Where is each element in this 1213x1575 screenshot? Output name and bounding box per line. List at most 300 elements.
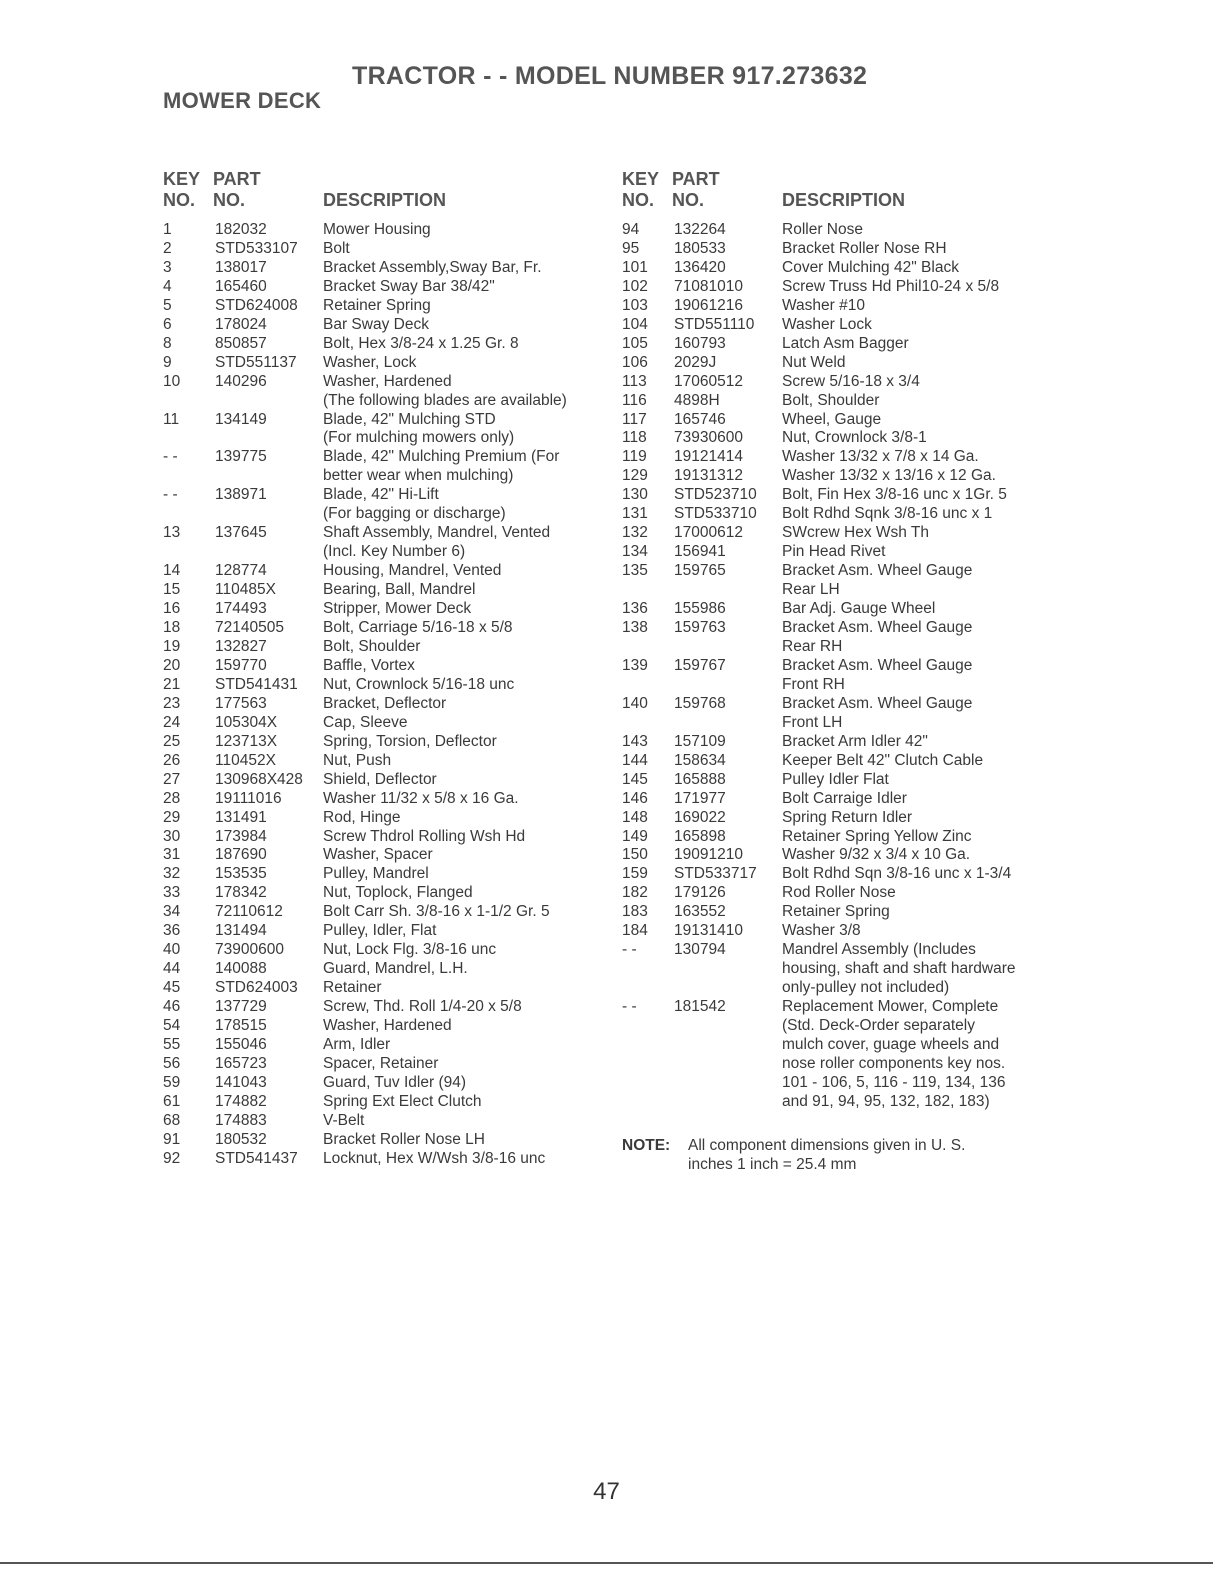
description-line: Rod Roller Nose (782, 884, 896, 902)
part-number: 169022 (674, 808, 726, 826)
key-number: 94 (622, 221, 640, 238)
description-line: Nut, Crownlock 3/8-1 (782, 429, 927, 447)
description-line: Washer 9/32 x 3/4 x 10 Ga. (782, 846, 971, 864)
part-row (622, 619, 1062, 657)
key-number: 139 (622, 656, 648, 674)
key-number: 159 (622, 865, 648, 883)
key-number: 184 (622, 922, 648, 940)
part-row (163, 998, 613, 1017)
description-line: (Incl. Key Number 6) (323, 543, 466, 561)
key-number: 28 (163, 789, 181, 807)
part-number: 182032 (215, 221, 267, 238)
part-row (163, 657, 613, 676)
part-row (622, 771, 1062, 790)
part-row (163, 240, 613, 259)
part-number: 137729 (215, 998, 267, 1016)
part-number: 177563 (215, 694, 267, 712)
key-number: 145 (622, 770, 648, 788)
description-line: Arm, Idler (323, 1035, 391, 1053)
description-line: Pin Head Rivet (782, 543, 886, 561)
description-line: Front LH (782, 713, 843, 731)
part-number: 131491 (215, 808, 267, 826)
key-number: 101 (622, 258, 648, 276)
part-number: 178024 (215, 315, 267, 333)
part-row (163, 562, 613, 581)
part-row (622, 828, 1062, 847)
part-number: 174882 (215, 1092, 267, 1110)
part-number: 174883 (215, 1111, 267, 1129)
description-line: Screw Truss Hd Phil10-24 x 5/8 (782, 277, 1000, 295)
description-line: Guard, Mandrel, L.H. (323, 960, 468, 978)
part-number: 4898H (674, 391, 720, 409)
key-number: 32 (163, 865, 181, 883)
description-line: Spring, Torsion, Deflector (323, 732, 497, 750)
part-number: 139775 (215, 448, 267, 466)
part-header-top: PART (672, 169, 720, 189)
part-row (622, 524, 1062, 543)
part-number: 72140505 (215, 619, 284, 637)
part-number: 19111016 (215, 789, 282, 807)
part-row (163, 373, 613, 411)
part-number: 128774 (215, 562, 267, 580)
description-line: Bolt (323, 239, 350, 257)
part-number: 136420 (674, 258, 726, 276)
key-number: 31 (163, 846, 181, 864)
description-line: Baffle, Vortex (323, 656, 415, 674)
part-row (622, 335, 1062, 354)
part-number: 155046 (215, 1035, 267, 1053)
part-row (622, 941, 1062, 998)
key-number: 102 (622, 277, 648, 295)
part-row (622, 354, 1062, 373)
description-line: Spring Return Idler (782, 808, 913, 826)
part-number: 138017 (215, 258, 267, 276)
key-number: 138 (622, 619, 648, 637)
key-number: 182 (622, 884, 648, 902)
parts-column-right (622, 169, 1062, 1112)
part-number: 140088 (215, 960, 267, 978)
description-line: Retainer Spring (323, 296, 431, 314)
part-row (163, 846, 613, 865)
part-row (163, 714, 613, 733)
key-number: 5 (163, 296, 172, 314)
description-line: Bracket Sway Bar 38/42" (323, 277, 495, 295)
page-number: 47 (593, 1478, 620, 1505)
part-number: 73930600 (674, 429, 743, 447)
part-row (622, 752, 1062, 771)
part-row (163, 1036, 613, 1055)
part-row (163, 960, 613, 979)
description-line: Washer 13/32 x 13/16 x 12 Ga. (782, 467, 996, 485)
description-line: Bolt, Carriage 5/16-18 x 5/8 (323, 619, 513, 637)
part-row (163, 581, 613, 600)
description-line: Locknut, Hex W/Wsh 3/8-16 unc (323, 1149, 546, 1167)
part-number: STD533107 (215, 239, 298, 257)
key-number: 143 (622, 732, 648, 750)
part-row (163, 1093, 613, 1112)
description-line: Bar Adj. Gauge Wheel (782, 600, 936, 618)
part-number: 178342 (215, 884, 267, 902)
description-line: nose roller components key nos. (782, 1054, 1006, 1072)
key-number: 117 (622, 410, 647, 428)
part-number: STD541431 (215, 675, 298, 693)
key-number: 24 (163, 713, 181, 731)
key-number: 119 (622, 448, 647, 466)
description-line: Front RH (782, 675, 845, 693)
part-number: 2029J (674, 353, 717, 371)
part-row (622, 790, 1062, 809)
part-row (163, 278, 613, 297)
key-number: 113 (622, 372, 647, 390)
description-line: Washer 11/32 x 5/8 x 16 Ga. (323, 789, 519, 807)
part-row (622, 373, 1062, 392)
part-number: 73900600 (215, 941, 284, 959)
description-line: Washer Lock (782, 315, 872, 333)
part-row (622, 695, 1062, 733)
part-row (163, 1112, 613, 1131)
part-number: 137645 (215, 524, 267, 542)
key-number: 55 (163, 1035, 181, 1053)
part-number: STD624008 (215, 296, 298, 314)
key-number: 149 (622, 827, 648, 845)
part-row (163, 297, 613, 316)
part-row (163, 221, 613, 240)
part-row (622, 922, 1062, 941)
description-line: Screw 5/16-18 x 3/4 (782, 372, 920, 390)
part-row (622, 486, 1062, 505)
part-number: 181542 (674, 998, 726, 1016)
description-line: better wear when mulching) (323, 467, 514, 485)
part-row (163, 979, 613, 998)
part-row (163, 259, 613, 278)
key-number: 54 (163, 1017, 181, 1035)
part-number: 173984 (215, 827, 267, 845)
parts-list-left (163, 221, 613, 1169)
key-number: 45 (163, 979, 181, 997)
part-row (163, 790, 613, 809)
description-line: Bracket Arm Idler 42" (782, 732, 928, 750)
part-number: 160793 (674, 334, 726, 352)
description-line: Nut, Lock Flg. 3/8-16 unc (323, 941, 497, 959)
description-line: Guard, Tuv Idler (94) (323, 1073, 467, 1091)
key-number: 148 (622, 808, 648, 826)
key-number: 135 (622, 562, 648, 580)
key-number: 18 (163, 619, 181, 637)
key-number: 129 (622, 467, 648, 485)
part-row (163, 411, 613, 449)
description-line: Nut Weld (782, 353, 846, 371)
part-row (163, 922, 613, 941)
key-number: 132 (622, 524, 648, 542)
key-number: 29 (163, 808, 181, 826)
key-header-top: KEY (163, 169, 201, 189)
part-row (622, 998, 1062, 1112)
key-number: 46 (163, 998, 181, 1016)
key-number: 136 (622, 600, 648, 618)
description-line: Spacer, Retainer (323, 1054, 439, 1072)
part-number: 159765 (674, 562, 726, 580)
part-number: 110485X (215, 581, 276, 599)
part-row (163, 1074, 613, 1093)
part-row (622, 600, 1062, 619)
description-line: (For mulching mowers only) (323, 429, 515, 447)
note-label: NOTE: (622, 1137, 671, 1154)
part-number: 138971 (215, 486, 267, 504)
description-line: Stripper, Mower Deck (323, 600, 472, 618)
part-header-bottom: NO. (213, 190, 246, 210)
part-number: 159768 (674, 694, 726, 712)
part-number: 134149 (215, 410, 267, 428)
description-line: Bolt, Fin Hex 3/8-16 unc x 1Gr. 5 (782, 486, 1007, 504)
key-number: 9 (163, 353, 172, 371)
part-number: 132264 (674, 221, 726, 238)
part-row (163, 335, 613, 354)
part-row (622, 429, 1062, 448)
part-row (622, 884, 1062, 903)
description-line: Screw Thdrol Rolling Wsh Hd (323, 827, 526, 845)
description-line: Washer 13/32 x 7/8 x 14 Ga. (782, 448, 979, 466)
part-number: STD551137 (215, 353, 297, 371)
key-number: 183 (622, 903, 648, 921)
part-row (622, 259, 1062, 278)
key-number: 134 (622, 543, 648, 561)
description-line: Bolt Rdhd Sqn 3/8-16 unc x 1-3/4 (782, 865, 1012, 883)
key-number: 15 (163, 581, 181, 599)
part-row (622, 278, 1062, 297)
description-line: Spring Ext Elect Clutch (323, 1092, 482, 1110)
part-row (163, 828, 613, 847)
part-number: 130968X428 (215, 770, 303, 788)
description-line: Washer #10 (782, 296, 865, 314)
part-row (163, 1150, 613, 1169)
description-line: and 91, 94, 95, 132, 182, 183) (782, 1092, 990, 1110)
note-text (622, 1136, 965, 1174)
key-number: 6 (163, 315, 172, 333)
part-number: 158634 (674, 751, 726, 769)
part-row (622, 657, 1062, 695)
part-number: 180532 (215, 1130, 267, 1148)
description-line: Cover Mulching 42" Black (782, 258, 959, 276)
description-line: Bracket Roller Nose RH (782, 239, 947, 257)
part-row (163, 448, 613, 486)
key-header-bottom: NO. (163, 190, 196, 210)
key-number: 1 (163, 221, 172, 238)
part-row (163, 1017, 613, 1036)
key-number: 10 (163, 372, 181, 390)
part-row (163, 354, 613, 373)
description-line: Bracket Asm. Wheel Gauge (782, 694, 973, 712)
key-number: - - (622, 941, 637, 959)
part-row (622, 865, 1062, 884)
key-number: 23 (163, 694, 181, 712)
description-line: Bearing, Ball, Mandrel (323, 581, 476, 599)
part-number: 19091210 (674, 846, 743, 864)
column-header (163, 169, 613, 213)
part-row (622, 903, 1062, 922)
key-number: 105 (622, 334, 648, 352)
part-row (163, 600, 613, 619)
part-number: 19131410 (674, 922, 743, 940)
description-line: Bolt, Shoulder (323, 637, 421, 655)
part-number: 71081010 (674, 277, 743, 295)
description-line: Bolt, Hex 3/8-24 x 1.25 Gr. 8 (323, 334, 519, 352)
description-line: Replacement Mower, Complete (782, 998, 999, 1016)
part-number: 105304X (215, 713, 278, 731)
part-row (622, 809, 1062, 828)
note-line: All component dimensions given in U. S. (688, 1137, 966, 1154)
part-number: 157109 (674, 732, 726, 750)
description-line: Pulley, Idler, Flat (323, 922, 437, 940)
part-number: 153535 (215, 865, 267, 883)
parts-column-left (163, 169, 613, 1169)
description-line: Bracket Asm. Wheel Gauge (782, 619, 973, 637)
part-row (163, 676, 613, 695)
description-line: 101 - 106, 5, 116 - 119, 134, 136 (782, 1073, 1006, 1091)
key-number: 44 (163, 960, 181, 978)
key-number: 30 (163, 827, 181, 845)
description-line: Rear LH (782, 581, 840, 599)
description-line: Nut, Crownlock 5/16-18 unc (323, 675, 515, 693)
description-line: Rod, Hinge (323, 808, 401, 826)
note-line: inches 1 inch = 25.4 mm (688, 1156, 857, 1173)
part-number: 19061216 (674, 296, 743, 314)
part-number: 159763 (674, 619, 726, 637)
part-header-top: PART (213, 169, 261, 189)
part-row (622, 392, 1062, 411)
part-row (163, 865, 613, 884)
part-header-bottom: NO. (672, 190, 705, 210)
description-line: Washer, Hardened (323, 372, 452, 390)
description-line: Bracket Assembly,Sway Bar, Fr. (323, 258, 542, 276)
key-number: 13 (163, 524, 181, 542)
part-row (622, 562, 1062, 600)
part-number: 130794 (674, 941, 726, 959)
part-row (622, 505, 1062, 524)
key-number: 130 (622, 486, 648, 504)
document-title: TRACTOR - - MODEL NUMBER 917.273632 (352, 62, 868, 90)
part-row (163, 486, 613, 524)
part-number: 17000612 (674, 524, 743, 542)
part-number: STD624003 (215, 979, 298, 997)
part-number: 132827 (215, 637, 267, 655)
part-row (622, 316, 1062, 335)
part-row (622, 448, 1062, 467)
key-number: - - (163, 486, 178, 504)
part-number: 110452X (215, 751, 276, 769)
part-row (622, 846, 1062, 865)
key-number: 40 (163, 941, 181, 959)
part-row (163, 809, 613, 828)
part-row (163, 695, 613, 714)
part-row (163, 941, 613, 960)
part-number: 850857 (215, 334, 267, 352)
description-header: DESCRIPTION (782, 190, 906, 210)
description-line: only-pulley not included) (782, 979, 950, 997)
key-number: - - (163, 448, 178, 466)
part-number: 178515 (215, 1017, 267, 1035)
description-line: mulch cover, guage wheels and (782, 1035, 1000, 1053)
part-number: STD533717 (674, 865, 757, 883)
part-number: STD523710 (674, 486, 757, 504)
part-number: 187690 (215, 846, 267, 864)
part-row (163, 903, 613, 922)
part-number: 131494 (215, 922, 267, 940)
description-line: Washer, Hardened (323, 1017, 452, 1035)
key-number: 3 (163, 258, 172, 276)
description-line: Bolt Rdhd Sqnk 3/8-16 unc x 1 (782, 505, 993, 523)
description-line: Mower Housing (323, 221, 431, 238)
description-line: Roller Nose (782, 221, 863, 238)
description-line: Keeper Belt 42" Clutch Cable (782, 751, 984, 769)
key-number: 34 (163, 903, 181, 921)
part-row (622, 733, 1062, 752)
part-number: 165888 (674, 770, 726, 788)
part-row (622, 467, 1062, 486)
part-number: 19131312 (674, 467, 743, 485)
part-row (163, 638, 613, 657)
part-number: 180533 (674, 239, 726, 257)
description-header: DESCRIPTION (323, 190, 447, 210)
description-line: Bracket Asm. Wheel Gauge (782, 656, 973, 674)
description-line: Shield, Deflector (323, 770, 437, 788)
description-line: Blade, 42" Hi-Lift (323, 486, 439, 504)
part-number: 165460 (215, 277, 267, 295)
key-number: 19 (163, 637, 181, 655)
description-line: Pulley Idler Flat (782, 770, 889, 788)
part-number: 72110612 (215, 903, 283, 921)
key-number: 26 (163, 751, 181, 769)
key-number: 116 (622, 391, 647, 409)
key-number: 103 (622, 296, 648, 314)
part-number: 159770 (215, 656, 267, 674)
description-line: Bracket Roller Nose LH (323, 1130, 485, 1148)
key-number: 16 (163, 600, 181, 618)
key-number: 68 (163, 1111, 181, 1129)
part-row (622, 221, 1062, 240)
description-line: (For bagging or discharge) (323, 505, 506, 523)
dimension-note (622, 1136, 965, 1174)
key-number: 33 (163, 884, 181, 902)
part-row (622, 240, 1062, 259)
description-line: Rear RH (782, 637, 843, 655)
part-number: STD541437 (215, 1149, 298, 1167)
description-line: Bolt, Shoulder (782, 391, 880, 409)
description-line: Blade, 42" Mulching STD (323, 410, 496, 428)
key-number: 104 (622, 315, 648, 333)
key-number: 27 (163, 770, 181, 788)
part-number: 156941 (674, 543, 726, 561)
key-header-top: KEY (622, 169, 660, 189)
description-line: V-Belt (323, 1111, 365, 1129)
description-line: Shaft Assembly, Mandrel, Vented (323, 524, 551, 542)
part-number: 19121414 (674, 448, 743, 466)
description-line: Retainer Spring Yellow Zinc (782, 827, 972, 845)
part-row (163, 771, 613, 790)
part-row (163, 884, 613, 903)
part-row (163, 1055, 613, 1074)
key-number: 21 (163, 675, 181, 693)
description-line: Nut, Push (323, 751, 392, 769)
key-number: 144 (622, 751, 648, 769)
key-number: 146 (622, 789, 648, 807)
key-number: 20 (163, 656, 181, 674)
part-number: 155986 (674, 600, 726, 618)
part-row (163, 524, 613, 562)
part-number: 163552 (674, 903, 726, 921)
description-line: (Std. Deck-Order separately (782, 1017, 975, 1035)
description-line: Bracket Asm. Wheel Gauge (782, 562, 973, 580)
description-line: Retainer Spring (782, 903, 890, 921)
